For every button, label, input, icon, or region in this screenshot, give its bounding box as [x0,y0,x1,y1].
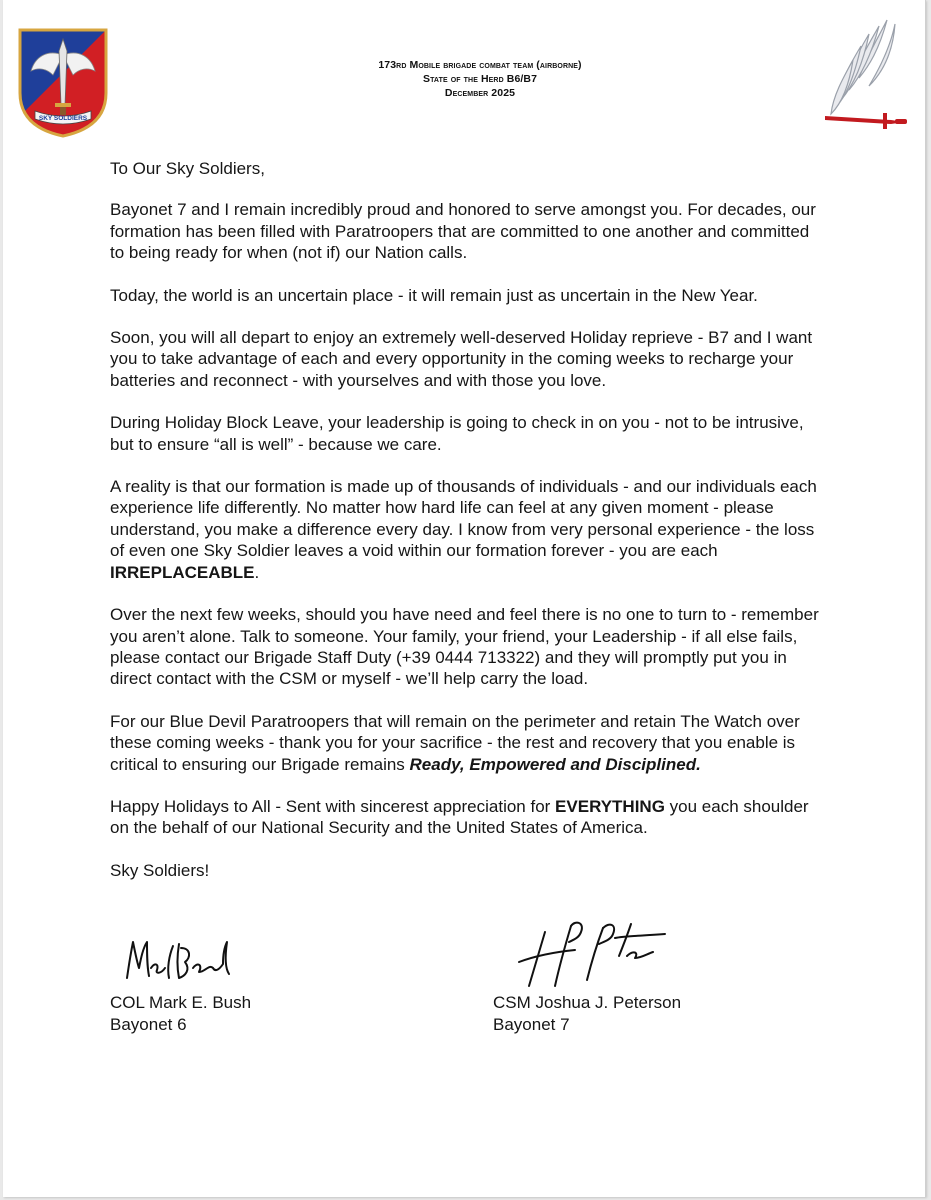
ready-empowered-disciplined-emphasis: Ready, Empowered and Disciplined. [409,754,701,774]
signatory-2-name: CSM Joshua J. Peterson [493,993,682,1012]
letter-body [110,158,826,902]
salutation: To Our Sky Soldiers, [110,159,265,178]
header-unit: 173rd Mobile brigade combat team (airborne) [378,59,582,71]
crest-text: SKY SOLDIERS [38,115,88,122]
paragraph-7 [110,711,826,775]
paragraph-8-text-end: you each shoulder on the behalf of our National Security and the United States of America. [110,796,809,838]
paragraph-4: During Holiday Block Leave, your leadership is going to check in on you - not to be intrusive, but to ensure “all is well” - because we care. [110,413,804,454]
closing: Sky Soldiers! [110,860,210,880]
paragraph-6: Over the next few weeks, should you have need and feel there is no one to turn to - remember you aren’t alone. Talk to someone. Your family, your friend, your Leadership - if all else fails, please contact our Brigade Staff Duty (+39 0444 713322) and they will promptly put you in direct contact with the CSM or myself - we’ll help carry the load. [110,605,819,689]
signatory-2-title: Bayonet 7 [493,1015,570,1034]
paragraph-3: Soon, you will all depart to enjoy an extremely well-deserved Holiday reprieve - B7 and I want you to take advantage of each and every opportunity in the coming weeks to recharge your batteries and reconnect - with yourselves and with those you love. [110,328,813,390]
signatory-1 [110,992,251,1036]
letter-page [3,0,926,1197]
paragraph-5 [110,476,826,583]
header-date: December 2025 [444,87,516,99]
paragraph-8 [110,796,826,839]
signatory-1-name: COL Mark E. Bush [110,993,252,1012]
signatory-1-title: Bayonet 6 [110,1015,187,1034]
paragraph-7-text: For our Blue Devil Paratroopers that will remain on the perimeter and retain The Watch over these coming weeks - thank you for your sacrifice - the rest and recovery that you enable is critical to ensuring our Brigade remains [110,711,800,774]
header-title: State of the Herd B6/B7 [422,73,538,85]
paragraph-8-text: Happy Holidays to All - Sent with sincerest appreciation for [110,796,556,816]
signature-peterson-icon [515,916,675,992]
letter-header [3,58,925,100]
everything-emphasis: EVERYTHING [555,796,665,816]
signatory-2 [493,992,681,1036]
paragraph-1: Bayonet 7 and I remain incredibly proud and honored to serve amongst you. For decades, our formation has been filled with Paratroopers that are committed to one another and committed to being ready for when (not if) our Nation calls. [110,200,816,263]
paragraph-2: Today, the world is an uncertain place - it will remain just as uncertain in the New Year. [110,285,758,305]
signature-bush-icon [119,934,249,986]
paragraph-5-end: . [254,562,260,582]
paragraph-5-text: A reality is that our formation is made up of thousands of individuals - and our individuals each experience life differently. No matter how hard life can feel at any given moment - please understand, you make a difference every day. I know from very personal experience - the loss of even one Sky Soldier leaves a void within our formation forever - you are each [110,477,817,561]
irreplaceable-emphasis: IRREPLACEABLE [110,562,255,582]
